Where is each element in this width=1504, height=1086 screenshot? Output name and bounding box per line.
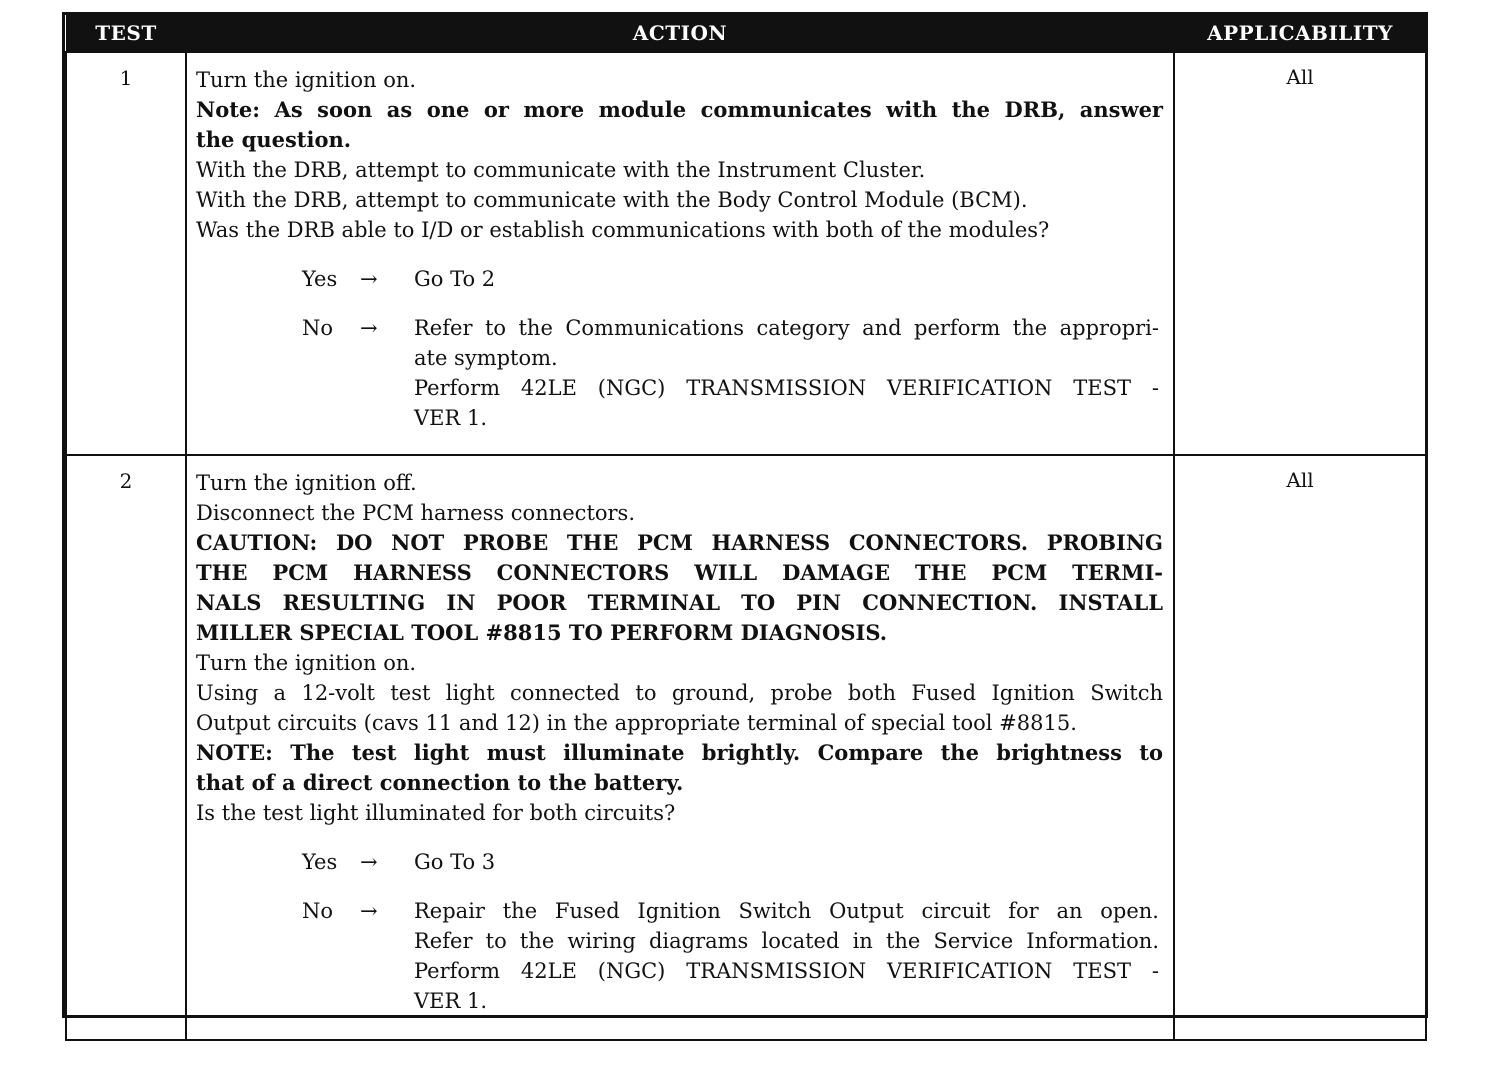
step-text: Disconnect the PCM harness connectors. xyxy=(196,501,636,525)
arrow-right-icon: → xyxy=(360,316,378,340)
applicability-value: All xyxy=(1174,52,1426,455)
header-row xyxy=(66,15,1426,52)
goto-text: Go To 2 xyxy=(414,267,496,291)
outcome-yes xyxy=(302,847,1163,877)
outcome-no xyxy=(302,896,1163,1016)
caution-text: NALS RESULTING IN POOR TERMINAL TO PIN CONNECTION. INSTALL xyxy=(196,590,1163,615)
goto-text: Go To 3 xyxy=(414,850,496,874)
outcome-result xyxy=(414,313,1163,433)
answer-no-label: No xyxy=(302,316,334,340)
test-row-2 xyxy=(66,455,1426,1040)
result-line: Perform 42LE (NGC) TRANSMISSION VERIFICATION TEST - xyxy=(414,376,1159,400)
arrow-right-icon: → xyxy=(360,267,378,291)
answer-yes-label: Yes xyxy=(302,267,338,291)
result-line: VER 1. xyxy=(414,406,488,430)
header-test: TEST xyxy=(66,15,186,52)
note-text: NOTE: The test light must illuminate brightly. Compare the brightness to xyxy=(196,740,1163,765)
diagnostic-test-table xyxy=(62,12,1428,1018)
test-table xyxy=(65,15,1427,1041)
caution-text: THE PCM HARNESS CONNECTORS WILL DAMAGE THE PCM TERMI- xyxy=(196,560,1163,585)
step-text: Using a 12-volt test light connected to ground, probe both Fused Ignition Switch xyxy=(196,681,1163,705)
test-action xyxy=(186,455,1174,1040)
step-text: With the DRB, attempt to communicate with the Body Control Module (BCM). xyxy=(196,188,1028,212)
result-line: ate symptom. xyxy=(414,346,558,370)
outcome-no xyxy=(302,313,1163,433)
applicability-value: All xyxy=(1174,455,1426,1040)
result-line: Perform 42LE (NGC) TRANSMISSION VERIFICATION TEST - xyxy=(414,959,1159,983)
note-text: that of a direct connection to the battery. xyxy=(196,770,684,795)
outcome-yes xyxy=(302,264,1163,294)
test-number: 2 xyxy=(66,455,186,1040)
step-text: Turn the ignition off. xyxy=(196,471,417,495)
test-number: 1 xyxy=(66,52,186,455)
outcome-result xyxy=(414,264,1163,294)
caution-text: CAUTION: DO NOT PROBE THE PCM HARNESS CONNECTORS. PROBING xyxy=(196,530,1163,555)
test-row-1 xyxy=(66,52,1426,455)
arrow-right-icon: → xyxy=(360,899,378,923)
answer-no-label: No xyxy=(302,899,334,923)
step-text: Turn the ignition on. xyxy=(196,68,417,92)
step-text: With the DRB, attempt to communicate with the Instrument Cluster. xyxy=(196,158,926,182)
header-action: ACTION xyxy=(186,15,1174,52)
step-text: Turn the ignition on. xyxy=(196,651,417,675)
outcome-result xyxy=(414,847,1163,877)
answer-yes-label: Yes xyxy=(302,850,338,874)
question-text: Is the test light illuminated for both circuits? xyxy=(196,801,676,825)
note-text: the question. xyxy=(196,127,352,152)
header-applicability: APPLICABILITY xyxy=(1174,15,1426,52)
result-line: Repair the Fused Ignition Switch Output circuit for an open. xyxy=(414,899,1159,923)
result-line: Refer to the Communications category and perform the appropri- xyxy=(414,316,1159,340)
question-text: Was the DRB able to I/D or establish communications with both of the modules? xyxy=(196,218,1050,242)
note-text: Note: As soon as one or more module communicates with the DRB, answer xyxy=(196,97,1163,122)
arrow-right-icon: → xyxy=(360,850,378,874)
result-line: VER 1. xyxy=(414,989,488,1013)
result-line: Refer to the wiring diagrams located in the Service Information. xyxy=(414,929,1159,953)
step-text: Output circuits (cavs 11 and 12) in the appropriate terminal of special tool #8815. xyxy=(196,711,1077,735)
outcome-result xyxy=(414,896,1163,1016)
caution-text: MILLER SPECIAL TOOL #8815 TO PERFORM DIAGNOSIS. xyxy=(196,620,888,645)
test-action xyxy=(186,52,1174,455)
